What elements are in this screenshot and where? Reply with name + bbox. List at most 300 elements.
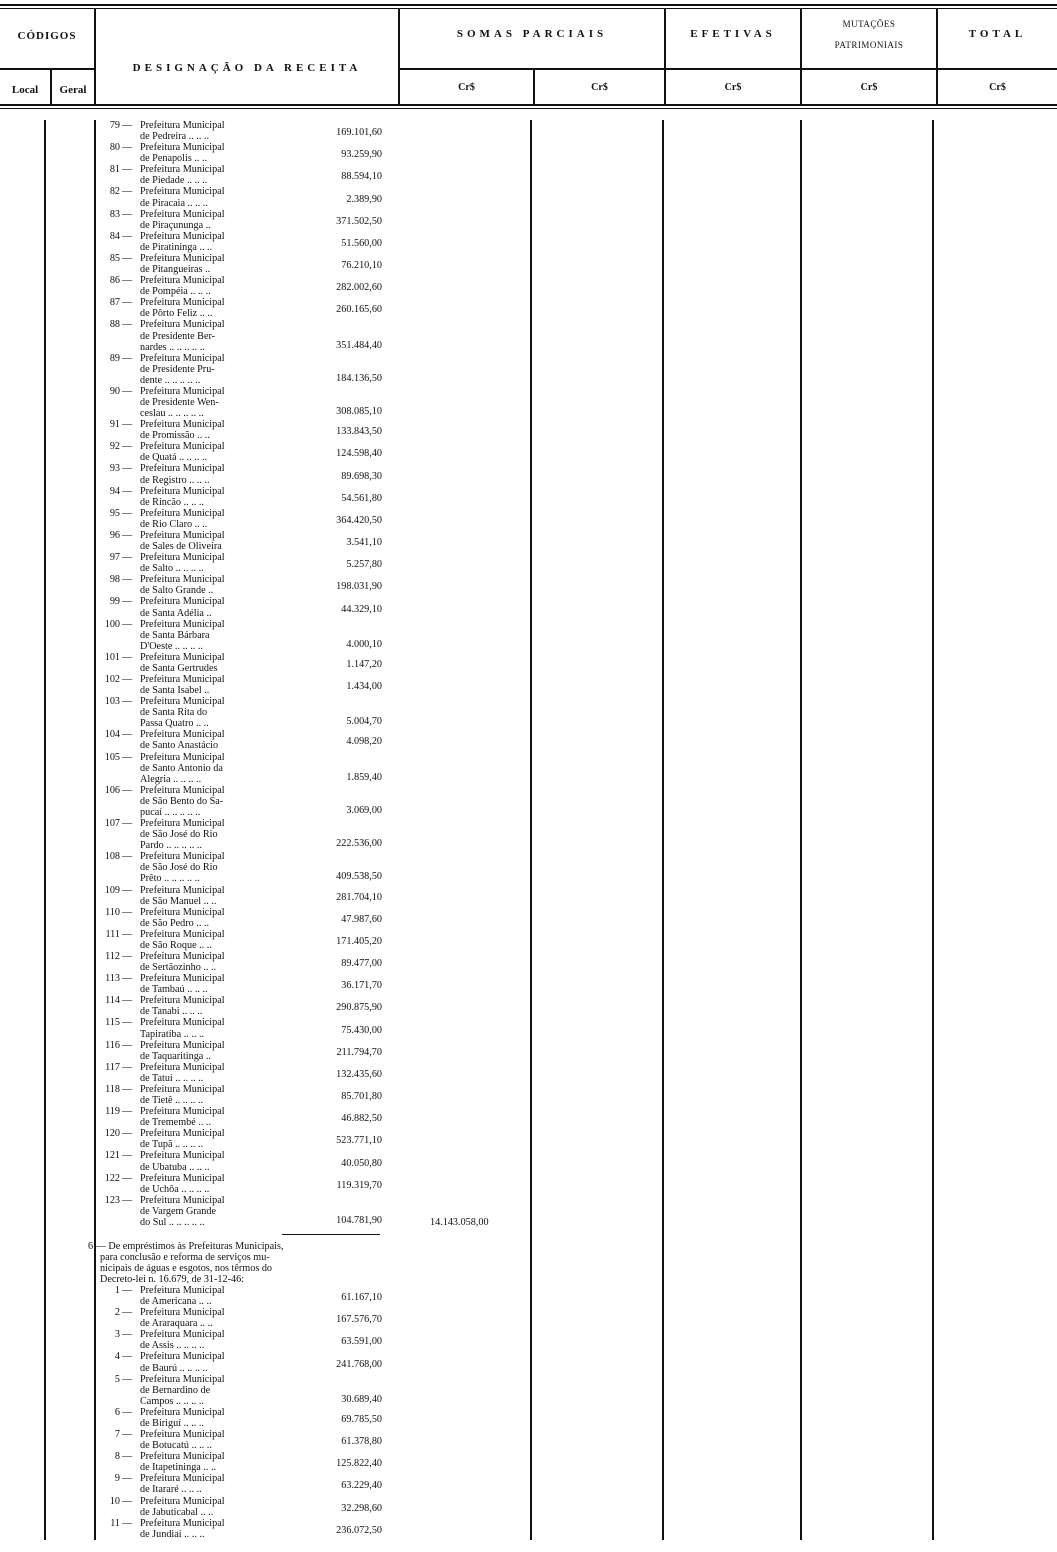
- item-amount: 364.420,50: [336, 514, 382, 526]
- item-amount: 1.434,00: [346, 681, 382, 693]
- list-item: [96, 253, 396, 275]
- item-amount: 1.147,20: [346, 658, 382, 670]
- item-label-line: Prefeitura Municipal: [140, 884, 225, 896]
- item-label-line: de Presidente Pru-: [140, 363, 215, 375]
- item-dash: —: [122, 973, 133, 985]
- item-dash: —: [122, 1285, 133, 1296]
- item-amount: 409.538,50: [336, 871, 382, 883]
- item-label-line: de Santo Antonio da: [140, 762, 223, 774]
- item-label-line: de Piraçununga ..: [140, 219, 211, 231]
- item-number: 99: [109, 596, 120, 608]
- item-label-line: de Pitangueiras ..: [140, 264, 211, 276]
- item-label-line: Prefeitura Municipal: [140, 1351, 225, 1363]
- receita-list-group-1: [96, 120, 396, 1228]
- item-amount: 351.484,40: [336, 339, 382, 351]
- header-bottom-rule-thin: [0, 108, 1057, 109]
- list-item: [96, 1351, 396, 1373]
- item-label-line: de Santa Rita do: [140, 707, 208, 719]
- item-label-line: Prefeitura Municipal: [140, 164, 225, 176]
- item-number: 112: [105, 951, 120, 962]
- item-label-line: de Vargem Grande: [140, 1205, 217, 1217]
- item-label-line: Prefeitura Municipal: [140, 1473, 225, 1485]
- item-dash: —: [122, 1150, 133, 1162]
- item-label-line: Prefeitura Municipal: [140, 729, 225, 741]
- item-label-line: de São José do Rio: [140, 829, 218, 841]
- col-divider: [94, 8, 96, 106]
- item-label-line: Prefeitura Municipal: [140, 995, 225, 1007]
- item-label-line: Prefeitura Municipal: [140, 275, 225, 287]
- item-number: 106: [104, 784, 120, 796]
- item-amount: 169.101,60: [336, 127, 382, 139]
- item-label-line: Prefeitura Municipal: [140, 818, 225, 830]
- item-amount: 308.085,10: [336, 406, 382, 418]
- item-amount: 184.136,50: [336, 372, 382, 384]
- item-amount: 119.319,70: [336, 1179, 382, 1191]
- item-label-line: Prefeitura Municipal: [140, 1429, 225, 1441]
- item-number: 117: [105, 1061, 120, 1073]
- list-item: [96, 1040, 396, 1062]
- item-amount: 54.561,80: [341, 492, 382, 504]
- header-bottom-rule: [0, 104, 1057, 106]
- item-label-line: Prefeitura Municipal: [140, 1329, 225, 1341]
- item-amount: 222.536,00: [336, 838, 382, 850]
- item-label-line: de Salto .. .. .. ..: [140, 563, 204, 575]
- list-item: [96, 486, 396, 508]
- item-label-line: de Uchôa .. .. .. ..: [140, 1183, 210, 1195]
- item-amount: 198.031,90: [336, 581, 382, 593]
- list-item: [96, 1451, 396, 1473]
- item-number: 118: [105, 1083, 120, 1095]
- item-dash: —: [122, 1329, 133, 1341]
- item-label-line: de Registro .. .. ..: [140, 474, 210, 486]
- currency-efetivas: Cr$: [724, 82, 742, 93]
- header-local: Local: [11, 84, 39, 96]
- list-item: [96, 995, 396, 1017]
- item-label-line: de Tietê .. .. .. ..: [140, 1095, 204, 1107]
- item-number: 10: [109, 1495, 120, 1507]
- item-dash: —: [122, 651, 133, 663]
- item-amount: 236.072,50: [336, 1524, 382, 1536]
- item-label-line: Prefeitura Municipal: [140, 1039, 225, 1051]
- item-dash: —: [122, 951, 133, 962]
- item-amount: 61.167,10: [341, 1292, 382, 1304]
- item-dash: —: [122, 1106, 133, 1118]
- item-label-line: Prefeitura Municipal: [140, 751, 225, 763]
- item-amount: 125.822,40: [336, 1458, 382, 1470]
- item-label-line: Campos .. .. .. ..: [140, 1395, 204, 1407]
- list-item: [96, 907, 396, 929]
- list-item: [96, 353, 396, 386]
- item-label-line: nardes .. .. .. .. ..: [140, 341, 205, 353]
- item-dash: —: [122, 252, 133, 264]
- item-number: 86: [109, 275, 120, 287]
- item-label-line: de Presidente Wen-: [140, 396, 219, 408]
- list-item: [96, 1518, 396, 1540]
- item-amount: 63.591,00: [341, 1336, 382, 1348]
- item-label-line: de Jundiaí .. .. ..: [140, 1528, 205, 1540]
- item-number: 84: [109, 230, 120, 242]
- list-item: [96, 1128, 396, 1150]
- item-amount: 167.576,70: [336, 1314, 382, 1326]
- item-amount: 371.502,50: [336, 215, 382, 227]
- item-amount: 69.785,50: [341, 1413, 382, 1425]
- list-item: [96, 1084, 396, 1106]
- body-col-line: [530, 120, 532, 1540]
- item-label-line: de Ubatuba .. .. ..: [140, 1161, 210, 1173]
- item-dash: —: [122, 696, 133, 708]
- item-dash: —: [122, 995, 133, 1007]
- body-col-line: [662, 120, 664, 1540]
- item-label-line: Prefeitura Municipal: [140, 1150, 225, 1162]
- item-number: 80: [109, 142, 120, 154]
- list-item: [96, 596, 396, 618]
- item-label-line: Prefeitura Municipal: [140, 463, 225, 475]
- list-item: [96, 1195, 396, 1228]
- item-dash: —: [122, 1194, 133, 1206]
- item-label-line: Prefeitura Municipal: [140, 1106, 225, 1118]
- item-number: 115: [105, 1017, 120, 1029]
- item-number: 119: [105, 1106, 120, 1118]
- item-amount: 5.257,80: [346, 559, 382, 571]
- item-label-line: Prefeitura Municipal: [140, 485, 225, 497]
- item-dash: —: [122, 463, 133, 475]
- item-label-line: de Tremembé .. ..: [140, 1117, 212, 1129]
- item-label-line: de Botucatú .. .. ..: [140, 1440, 212, 1452]
- item-label-line: Prefeitura Municipal: [140, 186, 225, 198]
- item-number: 105: [104, 751, 120, 763]
- item-label-line: de Penapolis .. ..: [140, 153, 208, 165]
- item-number: 95: [109, 507, 120, 519]
- item-label-line: de Santa Gertrudes: [140, 662, 218, 674]
- item-amount: 133.843,50: [336, 426, 382, 438]
- list-item: [96, 1307, 396, 1329]
- item-dash: —: [122, 1517, 133, 1529]
- item-label-line: de Santo Anastácio: [140, 740, 219, 752]
- item-dash: —: [122, 507, 133, 519]
- group-2-number: 6: [88, 1241, 94, 1252]
- item-label-line: de Jabuticabal .. ..: [140, 1506, 214, 1518]
- item-dash: —: [122, 674, 133, 685]
- item-label-line: Prefeitura Municipal: [140, 696, 225, 708]
- item-label-line: Prefeitura Municipal: [140, 1373, 225, 1385]
- list-item: [96, 818, 396, 851]
- item-number: 83: [109, 208, 120, 220]
- item-number: 110: [105, 906, 120, 918]
- item-dash: —: [122, 352, 133, 364]
- item-label-line: Prefeitura Municipal: [140, 529, 225, 541]
- item-amount: 1.859,40: [346, 771, 382, 783]
- item-label-line: Prefeitura Municipal: [140, 973, 225, 985]
- item-label-line: de Piedade .. .. ..: [140, 175, 208, 187]
- item-amount: 40.050,80: [341, 1157, 382, 1169]
- item-label-line: Prefeitura Municipal: [140, 951, 225, 962]
- item-dash: —: [122, 818, 133, 830]
- item-label-line: Prefeitura Municipal: [140, 441, 225, 453]
- item-number: 100: [104, 618, 120, 630]
- item-label-line: Pardo .. .. .. .. ..: [140, 840, 202, 852]
- item-number: 98: [109, 574, 120, 586]
- list-item: [96, 186, 396, 208]
- item-number: 113: [105, 973, 120, 985]
- list-item: [96, 319, 396, 352]
- list-item: [96, 696, 396, 729]
- list-item: [96, 929, 396, 951]
- body-col-line: [800, 120, 802, 1540]
- list-item: [96, 275, 396, 297]
- item-label-line: de Piratininga .. ..: [140, 241, 213, 253]
- item-label-line: de Biriguí .. .. ..: [140, 1417, 204, 1429]
- item-dash: —: [122, 230, 133, 242]
- item-amount: 5.004,70: [346, 716, 382, 728]
- item-number: 82: [109, 186, 120, 198]
- item-dash: —: [122, 596, 133, 608]
- item-amount: 51.560,00: [341, 237, 382, 249]
- item-amount: 75.430,00: [341, 1024, 382, 1036]
- header-mid-rule: [0, 68, 94, 70]
- list-item: [96, 1150, 396, 1172]
- group-2-intro-line: 6 — De empréstimos às Prefeituras Municipais,: [88, 1241, 284, 1252]
- body-col-line: [44, 120, 46, 1540]
- item-number: 109: [104, 884, 120, 896]
- header-mutacoes: MUTAÇÕES: [842, 19, 896, 29]
- item-amount: 290.875,90: [336, 1002, 382, 1014]
- item-label-line: de Itapetininga .. ..: [140, 1462, 217, 1474]
- item-label-line: D'Oeste .. .. .. ..: [140, 640, 203, 652]
- item-label-line: Prefeitura Municipal: [140, 1172, 225, 1184]
- item-label-line: de Promissão .. ..: [140, 430, 210, 442]
- item-dash: —: [122, 1017, 133, 1029]
- item-dash: —: [122, 485, 133, 497]
- list-item: [96, 419, 396, 441]
- partial-sum-value: 14.143.058,00: [430, 1217, 489, 1228]
- item-dash: —: [122, 751, 133, 763]
- item-label-line: Prefeitura Municipal: [140, 208, 225, 220]
- item-label-line: de Assis .. .. .. ..: [140, 1340, 205, 1352]
- item-dash: —: [122, 1373, 133, 1385]
- item-dash: —: [122, 1061, 133, 1073]
- list-item: [96, 785, 396, 818]
- item-label-line: Prefeitura Municipal: [140, 618, 225, 630]
- item-dash: —: [122, 1351, 133, 1363]
- item-dash: —: [122, 1473, 133, 1485]
- list-item: [96, 1173, 396, 1195]
- item-number: 94: [109, 485, 120, 497]
- item-label-line: Prefeitura Municipal: [140, 120, 225, 131]
- list-item: [96, 142, 396, 164]
- item-label-line: Prefeitura Municipal: [140, 596, 225, 608]
- item-label-line: Prefeitura Municipal: [140, 928, 225, 940]
- item-dash: —: [122, 275, 133, 287]
- item-dash: —: [122, 1128, 133, 1140]
- item-label-line: Prefeitura Municipal: [140, 297, 225, 309]
- receita-list-group-2: [96, 1285, 396, 1540]
- item-amount: 36.171,70: [341, 980, 382, 992]
- item-number: 8: [114, 1451, 120, 1463]
- item-number: 6: [114, 1406, 120, 1418]
- item-label-line: de Santa Isabel ..: [140, 685, 210, 697]
- currency-mutacoes: Cr$: [860, 82, 878, 93]
- item-amount: 44.329,10: [341, 603, 382, 615]
- list-item: [96, 1473, 396, 1495]
- item-label-line: de Sales de Oliveira: [140, 541, 222, 553]
- item-amount: 88.594,10: [341, 171, 382, 183]
- item-label-line: Alegria .. .. .. ..: [140, 773, 202, 785]
- item-label-line: Prefeitura Municipal: [140, 1061, 225, 1073]
- list-item: [96, 885, 396, 907]
- item-number: 9: [114, 1473, 120, 1485]
- header-efetivas: EFETIVAS: [690, 28, 776, 40]
- item-number: 93: [109, 463, 120, 475]
- item-label-line: Prefeitura Municipal: [140, 385, 225, 397]
- group-2-intro-line: nicipais de águas e esgotos, nos têrmos do: [100, 1263, 273, 1274]
- item-label-line: de Itararé .. .. ..: [140, 1484, 202, 1496]
- header-patrimoniais: PATRIMONIAIS: [834, 40, 904, 50]
- item-label-line: de Tanabi .. .. ..: [140, 1006, 203, 1018]
- item-amount: 89.698,30: [341, 470, 382, 482]
- list-item: [96, 752, 396, 785]
- item-label-line: de Araraquara .. ..: [140, 1318, 213, 1330]
- list-item: [96, 973, 396, 995]
- item-dash: —: [122, 884, 133, 896]
- item-label-line: de Piracaia .. .. ..: [140, 197, 208, 209]
- item-number: 81: [109, 164, 120, 176]
- item-label-line: Prefeitura Municipal: [140, 1495, 225, 1507]
- list-item: [96, 1062, 396, 1084]
- group-2-intro-line: para conclusão e reforma de serviços mu-: [100, 1252, 270, 1263]
- item-dash: —: [122, 164, 133, 176]
- item-dash: —: [122, 784, 133, 796]
- item-number: 108: [104, 851, 120, 863]
- group-2-intro-line: Decreto-lei n. 16.679, de 31-12-46:: [100, 1274, 244, 1285]
- item-number: 104: [104, 729, 120, 741]
- item-dash: —: [122, 1039, 133, 1051]
- item-dash: —: [122, 1429, 133, 1441]
- item-label-line: Prefeitura Municipal: [140, 1406, 225, 1418]
- item-label-line: dente .. .. .. .. ..: [140, 374, 201, 386]
- item-amount: 30.689,40: [341, 1393, 382, 1405]
- item-amount: 171.405,20: [336, 935, 382, 947]
- item-number: 114: [105, 995, 120, 1007]
- item-number: 1: [114, 1285, 120, 1296]
- item-dash: —: [122, 529, 133, 541]
- item-label-line: de São Manuel .. ..: [140, 895, 217, 907]
- item-label-line: de Pôrto Feliz .. ..: [140, 308, 213, 320]
- item-number: 90: [109, 385, 120, 397]
- item-amount: 241.768,00: [336, 1358, 382, 1370]
- item-label-line: Prefeitura Municipal: [140, 906, 225, 918]
- item-amount: 89.477,00: [341, 958, 382, 970]
- item-dash: —: [122, 1451, 133, 1463]
- list-item: [96, 1429, 396, 1451]
- item-dash: —: [122, 297, 133, 309]
- item-dash: —: [122, 319, 133, 331]
- item-label-line: Prefeitura Municipal: [140, 674, 225, 685]
- item-number: 103: [104, 696, 120, 708]
- item-amount: 4.000,10: [346, 638, 382, 650]
- item-label-line: Prefeitura Municipal: [140, 419, 225, 431]
- item-number: 96: [109, 529, 120, 541]
- item-label-line: Prefeitura Municipal: [140, 1285, 225, 1296]
- item-label-line: de São Roque .. ..: [140, 939, 212, 951]
- item-dash: —: [122, 851, 133, 863]
- item-number: 123: [104, 1194, 120, 1206]
- item-label-line: de Americana .. ..: [140, 1296, 212, 1308]
- header-somas-parciais: SOMAS PARCIAIS: [456, 28, 608, 40]
- item-label-line: Prefeitura Municipal: [140, 352, 225, 364]
- list-item: [96, 463, 396, 485]
- currency-total: Cr$: [989, 82, 1006, 93]
- list-item: [96, 441, 396, 463]
- item-number: 97: [109, 552, 120, 564]
- item-dash: —: [122, 1172, 133, 1184]
- item-number: 87: [109, 297, 120, 309]
- item-label-line: de Rio Claro .. ..: [140, 518, 208, 530]
- item-label-line: de Tambaú .. .. ..: [140, 984, 208, 996]
- item-dash: —: [122, 419, 133, 431]
- group-2-intro: [88, 1241, 380, 1285]
- item-dash: —: [122, 1406, 133, 1418]
- header-mid-rule: [400, 68, 1057, 70]
- item-label-line: de São José do Rio: [140, 862, 218, 874]
- item-number: 121: [104, 1150, 120, 1162]
- list-item: [96, 652, 396, 674]
- item-number: 5: [114, 1373, 120, 1385]
- item-label-line: Prefeitura Municipal: [140, 1307, 225, 1319]
- list-item: [96, 164, 396, 186]
- list-item: [96, 1496, 396, 1518]
- item-number: 85: [109, 252, 120, 264]
- item-label-line: de Baurú .. .. .. ..: [140, 1362, 208, 1374]
- list-item: [96, 1106, 396, 1128]
- item-label-line: Prefeitura Municipal: [140, 574, 225, 586]
- item-label-line: de Santa Bárbara: [140, 629, 210, 641]
- item-dash: —: [122, 906, 133, 918]
- header-geral: Geral: [59, 84, 87, 96]
- item-dash: —: [122, 1495, 133, 1507]
- list-item: [96, 951, 396, 973]
- item-amount: 76.210,10: [341, 260, 382, 272]
- list-item: [96, 574, 396, 596]
- item-amount: 2.389,90: [346, 193, 382, 205]
- item-number: 102: [104, 674, 120, 685]
- item-label-line: de Tupã .. .. .. ..: [140, 1139, 204, 1151]
- list-item: [96, 231, 396, 253]
- item-amount: 32.298,60: [341, 1502, 382, 1514]
- item-label-line: Passa Quatro .. ..: [140, 718, 209, 730]
- item-number: 3: [114, 1329, 120, 1341]
- body-col-line: [932, 120, 934, 1540]
- item-label-line: Prefeitura Municipal: [140, 784, 225, 796]
- item-number: 11: [110, 1517, 120, 1529]
- item-number: 101: [104, 651, 120, 663]
- item-number: 107: [104, 818, 120, 830]
- item-label-line: de Taquaritinga ..: [140, 1050, 211, 1062]
- list-item: [96, 729, 396, 751]
- item-number: 120: [104, 1128, 120, 1140]
- item-label-line: pucaí .. .. .. .. ..: [140, 806, 201, 818]
- item-label-line: de Tatuí .. .. .. ..: [140, 1072, 204, 1084]
- list-item: [96, 386, 396, 419]
- item-dash: —: [122, 385, 133, 397]
- currency-somas-b: Cr$: [591, 82, 608, 93]
- item-amount: 124.598,40: [336, 448, 382, 460]
- item-dash: —: [122, 186, 133, 198]
- item-label-line: de Bernardino de: [140, 1384, 211, 1396]
- item-number: 122: [104, 1172, 120, 1184]
- item-amount: 211.794,70: [336, 1046, 382, 1058]
- item-amount: 281.704,10: [336, 891, 382, 903]
- currency-somas-a: Cr$: [458, 82, 475, 93]
